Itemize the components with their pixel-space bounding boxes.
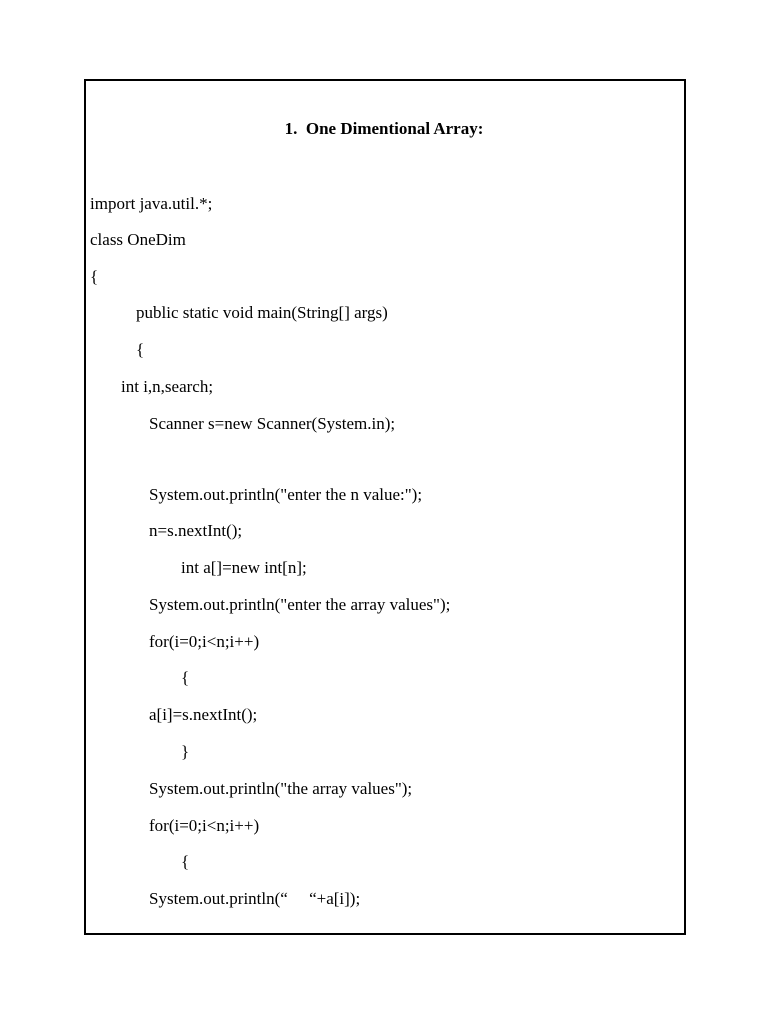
code-line: Scanner s=new Scanner(System.in);: [149, 414, 396, 433]
code-line: int i,n,search;: [121, 377, 214, 396]
code-line: System.out.println("enter the array values");: [149, 595, 451, 614]
code-line: import java.util.*;: [90, 194, 213, 213]
code-line: for(i=0;i<n;i++): [149, 632, 260, 651]
code-line: }: [181, 742, 190, 761]
document-title: 1. One Dimentional Array:: [284, 119, 484, 138]
code-line: int a[]=new int[n];: [181, 558, 307, 577]
code-line: {: [181, 852, 190, 871]
code-line: for(i=0;i<n;i++): [149, 816, 260, 835]
code-line: {: [90, 267, 99, 286]
code-line: System.out.println(“ “+a[i]);: [149, 889, 361, 908]
code-line: n=s.nextInt();: [149, 521, 243, 540]
code-line: System.out.println("enter the n value:");: [149, 485, 423, 504]
code-line: public static void main(String[] args): [136, 303, 388, 322]
code-line: System.out.println("the array values");: [149, 779, 413, 798]
code-line: {: [181, 668, 190, 687]
code-line: {: [136, 340, 145, 359]
code-line: class OneDim: [90, 230, 186, 249]
code-line: a[i]=s.nextInt();: [149, 705, 258, 724]
